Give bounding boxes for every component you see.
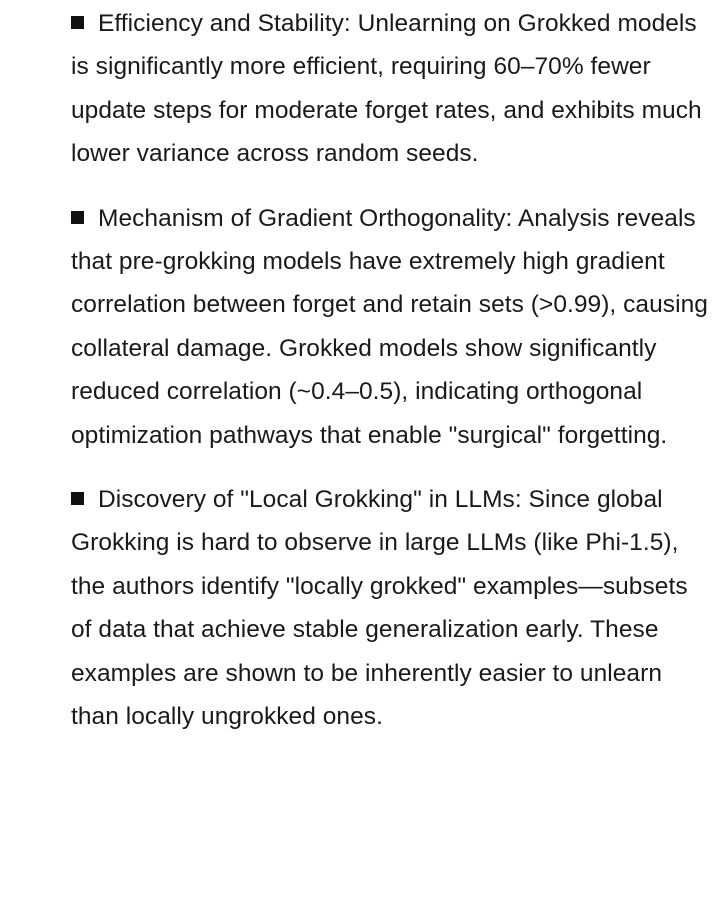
bullet-list bbox=[71, 2, 711, 760]
square-bullet-icon bbox=[71, 16, 84, 29]
bullet-gradient-orthogonality bbox=[71, 197, 711, 457]
square-bullet-icon bbox=[71, 211, 84, 224]
bullet-text: Discovery of "Local Grokking" in LLMs: Since global Grokking is hard to observe in large LLMs (like Phi-1.5), the authors identify "locally grokked" examples—subsets of data that achieve stable generalization early. These examples are shown to be inherently easier to unlearn than locally ungrokked ones. bbox=[71, 486, 688, 731]
bullet-text: Mechanism of Gradient Orthogonality: Analysis reveals that pre-grokking models have extremely high gradient correlation between forget and retain sets (>0.99), causing collateral damage. Grokked models show significantly reduced correlation (~0.4–0.5), indicating orthogonal optimization pathways that enable "surgical" forgetting. bbox=[71, 204, 708, 449]
bullet-efficiency-stability bbox=[71, 2, 711, 176]
bullet-local-grokking bbox=[71, 478, 711, 738]
bullet-text: Efficiency and Stability: Unlearning on Grokked models is significantly more efficient, requiring 60–70% fewer update steps for moderate forget rates, and exhibits much lower variance across random seeds. bbox=[71, 10, 702, 168]
square-bullet-icon bbox=[71, 492, 84, 505]
